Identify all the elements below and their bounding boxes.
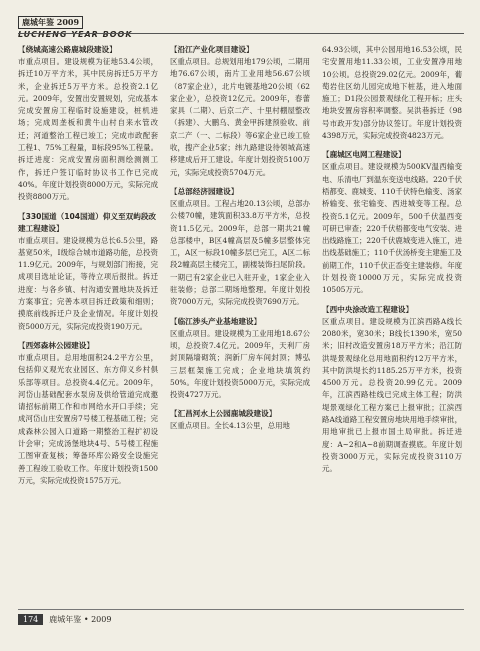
open-bracket: 【: [322, 150, 330, 160]
project-entry: [322, 44, 462, 142]
project-entry: [18, 211, 158, 333]
page-header: [18, 10, 133, 39]
project-entry: [18, 340, 158, 487]
project-entry: [18, 44, 158, 204]
project-title-text: 西郊森林公园建设: [25, 340, 87, 350]
open-bracket: 【: [18, 45, 26, 54]
project-title: [170, 316, 310, 328]
open-bracket: 【: [18, 340, 26, 350]
project-title: [170, 186, 310, 198]
project-title: [170, 44, 310, 56]
project-description: 区重点项目。全长4.13公里，总用地: [170, 421, 290, 431]
project-entry: [170, 186, 310, 309]
project-description: 区重点项目。建设规模为工业用地18.67公顷，总投资7.4亿元。2009年，天利厂房封顶隔墙砌筑；润新厂房车间封顶；博弘三层框架施工完成；企业地块填筑约50%。年度计划投资5000万元，实际完成投资4727万元。: [170, 328, 310, 400]
project-title-text: 西中央涂改造工程建设: [329, 304, 406, 314]
close-bracket: 】: [230, 186, 239, 196]
project-title-text: 沿江产业化项目建设: [177, 45, 246, 54]
project-title: [18, 44, 158, 56]
project-description: 市重点项目。建设规模为征地53.4公顷，拆迁10万平方米，其中民房拆迁5万平方米，企业拆迁5万平方米。总投资2.1亿元。2009年，安置出安置规划，完成基本完成安置房工程临时设施建设，桩机进场；完成周垄板和黄牛山村自来水管改迁；河道整治工程已竣工；完成市政配套工程1、75%工程量，Ⅱ标段95%工程量。拆迁进度：完成安置房面积测绘测测工作，拆迁户签订临时协议书工作已完成40%。年度计划投资8000万元，实际完成投资8800万元。: [18, 57, 158, 202]
project-title-text: 330国道（104国道）仰义至双屿段改建工程建设: [18, 211, 157, 233]
project-description: 区重点项目。工程占地20.13公顷，总部办公楼70幢，建筑面积33.8万平方米，总投资11.5亿元。2009年，总部一期共21幢总部楼中，B区4幢高层及5幢多层整体完工，A区一标段10幢多层已完工，A区二标段2幢高层主楼完工，副楼装饰扫尾阶段。一期已有2家企业已入驻开业，1家企业入驻装修；总部二期场地整理。年度计划投资7000万元，实际完成投资7690万元。: [170, 198, 310, 307]
close-bracket: 】: [86, 340, 94, 350]
close-bracket: 】: [405, 304, 414, 314]
article-columns: [18, 44, 462, 608]
project-title: [322, 149, 462, 161]
project-description: 市重点项目。总用地面积24.2平方公里，包括仰义观光农业园区、东方仰义乡村俱乐部等项目。总投资4.4亿元。2009年，河岱山基础配套水泵房及供给管道完成邀请招标前期工作和市网给水开口手续；完成河岱山庄安置房7号楼工程基础工程；完成森林公园入口道路一期整治工程扩初设计会审；完成汤堡地块4号、5号楼工程施工图审查复核；筹备环库公路安全设施完善工程竣工验收工作。年度计划投资1500万元，实际完成投资1575万元。: [18, 352, 158, 485]
open-bracket: 【: [170, 45, 178, 54]
project-entry: [170, 44, 310, 179]
project-title: [18, 211, 158, 235]
project-entry: [170, 316, 310, 402]
footer-text: 鹿城年鉴 • 2009: [49, 615, 112, 624]
open-bracket: 【: [170, 409, 178, 419]
column-left: [18, 44, 158, 608]
footer-rule: [18, 609, 464, 610]
project-entry: [170, 408, 310, 432]
header-rule: [18, 33, 464, 34]
project-title: [18, 340, 158, 352]
project-entry: [322, 304, 462, 476]
page-footer: [18, 614, 111, 625]
page-number: 174: [18, 614, 43, 625]
yearbook-logo: 鹿城年鉴 2009: [18, 16, 83, 29]
close-bracket: 】: [268, 409, 277, 419]
open-bracket: 【: [170, 316, 178, 326]
project-description: 64.93公顷，其中公园用地16.53公顷，民宅安置用地11.33公顷，工业安置净用地10公顷。总投资29.02亿元。2009年，葡萄岩住区幼儿园完成地下桩基，进入地面施工；D1段公园景观绿化工程开标；庄头地块安置房容积率调整。吴洪巷拆迁（98号市政开发)部分协议签订。年度计划投资4398万元，实际完成投资4823万元。: [322, 45, 462, 141]
project-title: [322, 304, 462, 316]
project-title: [170, 408, 310, 420]
column-right: [322, 44, 462, 608]
project-description: 区重点项目。总规划用地179公顷，二期用地76.67公顷，南片工业用地56.67公顷（87家企业），北片电镀基地20公顷（62家企业），总投资12亿元。2009年，春蕾家具（二期）、后京二产、十里村棚屋整改（拆建）、大鹏乌、黄金甲拆建预验收、前京二产（一、二标段）等6家企业已竣工验收，搜产企业5家；纬九路建设待领城高速移建成后开工建设。年度计划投资5100万元，实际完成投资5704万元。: [170, 57, 310, 177]
close-bracket: 】: [253, 316, 262, 326]
project-title-text: 汇昌河水上公园鹿城段建设: [177, 409, 269, 419]
close-bracket: 】: [397, 150, 406, 160]
project-entry: [322, 149, 462, 296]
open-bracket: 【: [18, 211, 26, 221]
project-description: 市重点项目。建设规模为总长6.5公里，路基宽50米，Ⅰ级综合城市道路功能，总投资11.9亿元。2009年，与规划部门衔接，完成项目选址论证，等待立项后报批。拆迁进度：与各乡镇、村沟通安置地块及拆迁方案事宜；完善本项目拆迁政策和细则；摸底前线拆迁户及企业情况。年度计划投资5000万元，实际完成投资190万元。: [18, 235, 158, 331]
close-bracket: 】: [245, 45, 254, 54]
english-title: LUCHENG YEAR BOOK: [18, 30, 133, 39]
open-bracket: 【: [322, 304, 330, 314]
project-description: 区重点项目。建设规模为500KV温西输变电、乐清电厂到温东变送电线路。220千伏梧都变、鹿城变、110千伏特色输变、汤家桥输变、张宅输变、西进城变等工程。总投资5.1亿元。2009年，500千伏温西变可研已审查；220千伏梧都变电气安装、进出线路施工；220千伏鹿城变进入施工，进出线基础施工；110千伏汤桥变主建施工及前期工作，110千伏正岙变主建装修。年度计划投资10000万元，实际完成投资10505万元。: [322, 162, 462, 295]
column-middle: [170, 44, 310, 608]
project-description: 区重点项目。建设规模为江滨西路A线长2080米，宽30米；B线长1390米，宽50米；旧村改造安置房18万平方米；沿江防洪堤景观绿化总用地面积约12万平方米，其中防洪堤长约1185.25万平方米，投资4500万元。总投资20.99亿元。2009年，江滨西路桂线已完成主体工程；防洪堤景观绿化工程方案已上报审批；江滨西路A线道路工程安置房地块用地手续审批，用地审批已上报市国土局审批。拆迁进度：A~2和A~8前期调查摸底。年度计划投资3000万元，实际完成投资3110万元。: [322, 316, 462, 474]
project-title-text: 绕城高速公路鹿城段建设: [25, 45, 110, 54]
close-bracket: 】: [55, 223, 64, 233]
project-title-text: 临江涉头产业基地建设: [177, 316, 254, 326]
project-title-text: 总部经济园建设: [177, 186, 231, 196]
close-bracket: 】: [109, 45, 117, 54]
project-title-text: 鹿城区电网工程建设: [329, 150, 398, 160]
open-bracket: 【: [170, 186, 178, 196]
